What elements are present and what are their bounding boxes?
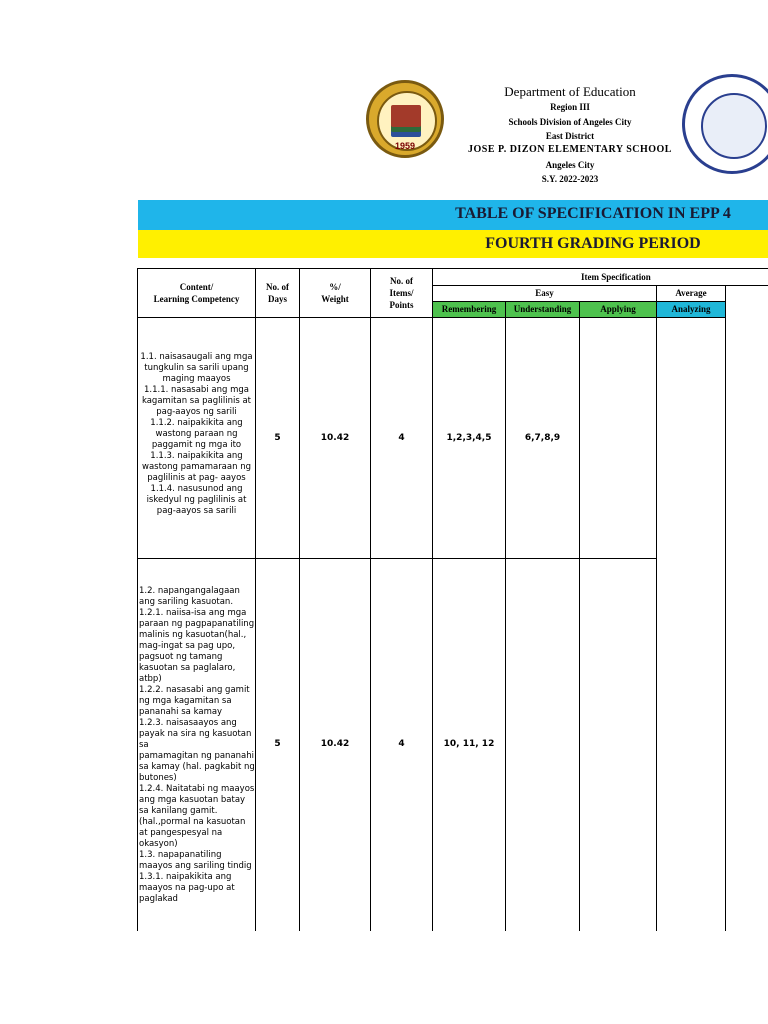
row2-days: 5 xyxy=(274,739,281,749)
row1-weight: 10.42 xyxy=(320,433,350,443)
page-title: TABLE OF SPECIFICATION IN EPP 4 xyxy=(455,205,731,222)
header-easy: Easy xyxy=(432,285,657,302)
row1-items: 4 xyxy=(398,433,405,443)
district-label: East District xyxy=(545,131,595,141)
school-name: JOSE P. DIZON ELEMENTARY SCHOOL xyxy=(468,144,672,155)
header-days: No. of Days xyxy=(255,268,300,318)
header-average: Average xyxy=(656,285,726,302)
department-title: Department of Education xyxy=(504,84,636,99)
row1-understanding: 6,7,8,9 xyxy=(524,433,561,443)
header-items: No. of Items/ Points xyxy=(370,268,433,318)
header-item-spec: Item Specification xyxy=(432,268,768,286)
row2-competency: 1.2. napangangalagaan ang sariling kasuotan. 1.2.1. naiisa-isa ang mga paraan ng pagpapanatiling malinis ng kasuotan(hal., mag-ingat sa pag upo, pagsuot ng tamang kasuotan sa paglalaro, atbp) 1.2.2. nasasabi ang gamit ng mga kagamitan sa pananahi sa kamay 1.2.3. naisasaayos ang payak na sira ng kasuotan sa pamamagitan ng pananahi sa kamay (hal. pagkabit ng butones) 1.2.4. Naitatabi ng maayos ang mga kasuotan batay sa kanilang gamit. (hal.,pormal na kasuotan at pangespesyal na okasyon) 1.3. napapanatiling maayos ang sariling tindig 1.3.1. naipakikita ang maayos na pag-upo at paglakad xyxy=(139,586,255,904)
row2-weight: 10.42 xyxy=(320,739,350,749)
row2-analyzing-cell xyxy=(656,558,726,931)
school-year-label: S.Y. 2022-2023 xyxy=(541,174,599,184)
row1-analyzing-cell xyxy=(656,317,726,559)
row2-items: 4 xyxy=(398,739,405,749)
header-content: Content/ Learning Competency xyxy=(137,268,256,318)
page-subtitle: FOURTH GRADING PERIOD xyxy=(485,235,701,252)
row1-days: 5 xyxy=(274,433,281,443)
header-remembering: Remembering xyxy=(432,301,506,318)
school-logo-year: 1959 xyxy=(394,141,416,151)
row2-applying-cell xyxy=(579,558,657,931)
header-weight: %/ Weight xyxy=(299,268,371,318)
city-label: Angeles City xyxy=(545,160,595,170)
division-label: Schools Division of Angeles City xyxy=(508,117,632,127)
row2-understanding-cell xyxy=(505,558,580,931)
header-understanding: Understanding xyxy=(505,301,580,318)
header-analyzing: Analyzing xyxy=(656,301,726,318)
header-applying: Applying xyxy=(579,301,657,318)
row1-applying-cell xyxy=(579,317,657,559)
row1-remembering: 1,2,3,4,5 xyxy=(446,433,492,443)
row1-competency: 1.1. naisasaugali ang mga tungkulin sa sarili upang maging maayos 1.1.1. nasasabi ang mga kagamitan sa paglilinis at pag-aayos ng sarili 1.1.2. naipakikita ang wastong paraan ng paggamit ng mga ito 1.1.3. naipakikita ang wastong pamamaraan ng paglilinis at pag- aayos 1.1.4. nasusunod ang iskedyul ng paglilinis at pag-aayos sa sarili xyxy=(140,352,253,516)
region-label: Region III xyxy=(550,102,590,112)
row2-remembering: 10, 11, 12 xyxy=(443,739,495,749)
